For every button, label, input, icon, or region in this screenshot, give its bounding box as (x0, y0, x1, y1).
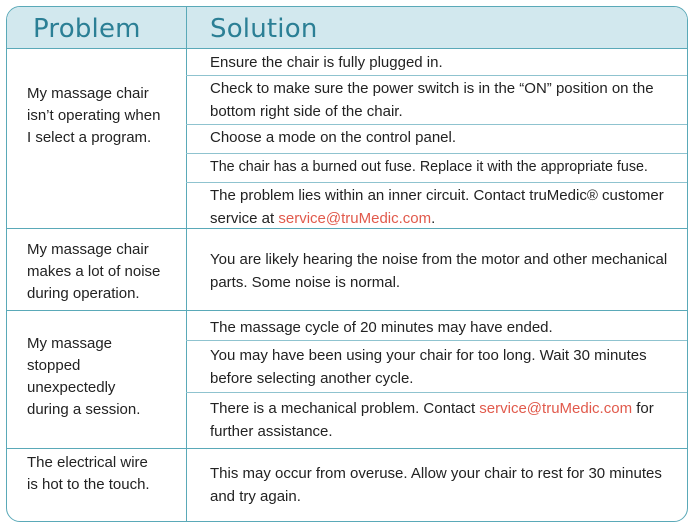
problem-column-header: Problem (33, 14, 141, 44)
solution-cycle-ended: The massage cycle of 20 minutes may have ended. (210, 319, 553, 336)
solution-plugged-in: Ensure the chair is fully plugged in. (210, 54, 443, 71)
troubleshooting-table (6, 6, 688, 522)
problem-not-operating: My massage chair isn’t operating when I select a program. (27, 85, 161, 146)
solution-inner-circuit-text: The problem lies within an inner circuit. Contact truMedic® customer service at (210, 187, 664, 227)
solution-mechanical-problem (210, 397, 670, 443)
solution-too-long: You may have been using your chair for too long. Wait 30 minutes before selecting another cycle. (210, 347, 647, 387)
solution-fuse: The chair has a burned out fuse. Replace it with the appropriate fuse. (210, 159, 648, 175)
solution-mechanical-text: There is a mechanical problem. Contact (210, 400, 480, 417)
table-header (7, 7, 687, 49)
subrow-divider (186, 153, 687, 154)
solution-column-header: Solution (210, 14, 318, 44)
service-email-link[interactable]: service@truMedic.com (278, 210, 432, 227)
row-divider (7, 310, 687, 311)
subrow-divider (186, 75, 687, 76)
problem-hot-wire: The electrical wire is hot to the touch. (27, 454, 150, 493)
solution-mechanical-suffix: for further assistance. (210, 400, 654, 440)
service-email-link[interactable]: service@truMedic.com (479, 400, 633, 417)
subrow-divider (186, 182, 687, 183)
solution-choose-mode: Choose a mode on the control panel. (210, 129, 456, 146)
column-divider (186, 7, 187, 521)
solution-overuse: This may occur from overuse. Allow your chair to rest for 30 minutes and try again. (210, 465, 662, 505)
subrow-divider (186, 340, 687, 341)
problem-stopped: My massage stopped unexpectedly during a session. (27, 335, 141, 418)
solution-inner-circuit-suffix: . (431, 210, 436, 227)
solution-inner-circuit (210, 184, 670, 230)
solution-noise-normal: You are likely hearing the noise from the motor and other mechanical parts. Some noise is normal. (210, 251, 668, 291)
subrow-divider (186, 392, 687, 393)
solution-power-switch: Check to make sure the power switch is in the “ON” position on the bottom right side of the chair. (210, 80, 654, 120)
subrow-divider (186, 124, 687, 125)
problem-noise: My massage chair makes a lot of noise during operation. (27, 241, 161, 302)
row-divider (7, 448, 687, 449)
